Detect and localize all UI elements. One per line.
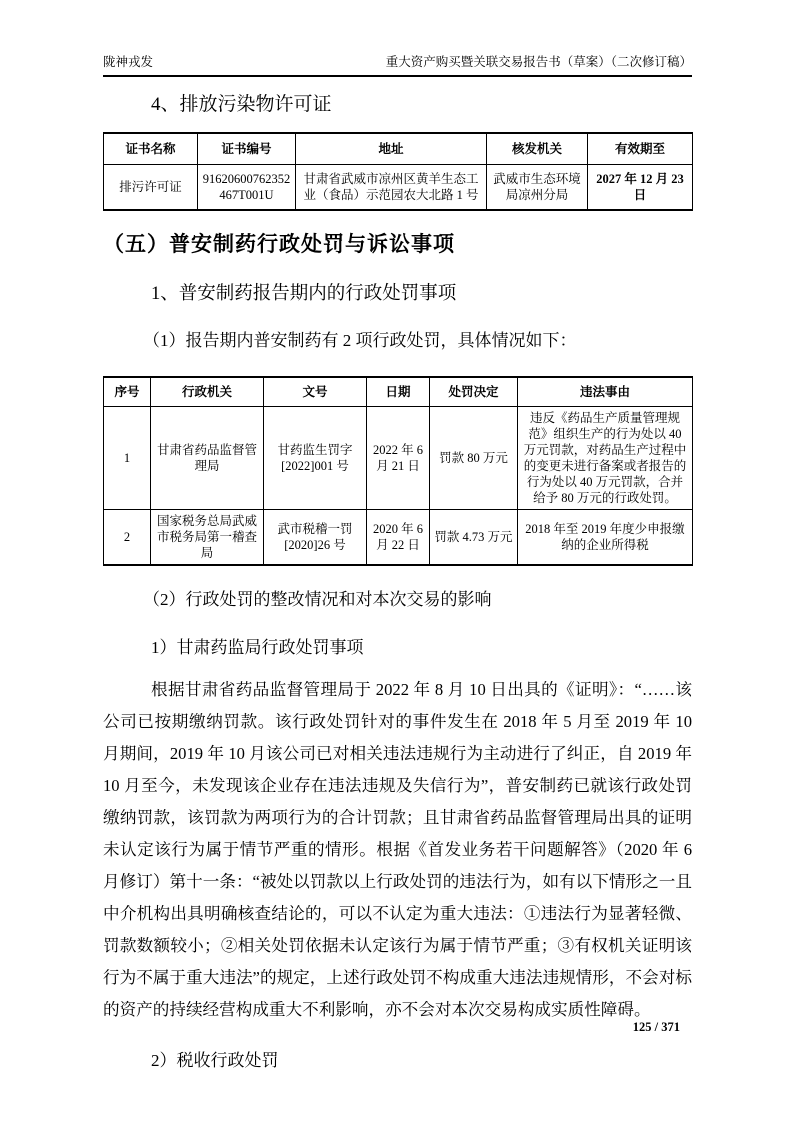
- permit-address-cell: 甘肃省武威市凉州区黄羊生态工业（食品）示范园农大北路 1 号: [296, 165, 487, 211]
- penalty-reason-cell: 违反《药品生产质量管理规范》组织生产的行为处以 40 万元罚款，对药品生产过程中的变更未进行备案或者报告的行为处以 40 万元罚款，合并给予 80 万元的行政处罚。: [518, 407, 693, 510]
- penalty-col-decision: 处罚决定: [430, 377, 518, 407]
- permit-col-issuer: 核发机关: [487, 133, 588, 165]
- penalty-agency-cell: 国家税务总局武威市税务局第一稽查局: [151, 510, 264, 566]
- permit-col-valid-until: 有效期至: [588, 133, 693, 165]
- header-doc-name: 陇神戎发: [103, 55, 154, 69]
- paragraph-penalty-intro: （1）报告期内普安制药有 2 项行政处罚，具体情况如下：: [143, 331, 577, 350]
- permit-col-address: 地址: [296, 133, 487, 165]
- permit-number-cell: 91620600762352467T001U: [198, 165, 296, 211]
- penalty-doc-no-cell: 武市税稽一罚[2020]26 号: [264, 510, 367, 566]
- subheading-drug-admin-penalty: 1）甘肃药监局行政处罚事项: [151, 638, 364, 657]
- permit-issuer-cell: 武威市生态环境局凉州分局: [487, 165, 588, 211]
- penalty-decision-cell: 罚款 4.73 万元: [430, 510, 518, 566]
- paragraph-penalty-analysis: 根据甘肃省药品监督管理局于 2022 年 8 月 10 日出具的《证明》：“……该公司已按期缴纳罚款。该行政处罚针对的事件发生在 2018 年 5 月至 2019 年 10 月期间，2019 年 10 月该公司已对相关违法违规行为主动进行了纠正，自 2019 年 10 月至今，未发现该企业存在违法违规及失信行为”，普安制药已就该行政处罚缴纳罚款，该罚款为两项行为的合计罚款；且甘肃省药品监督管理局出具的证明未认定该行为属于情节严重的情形。根据《首发业务若干问题解答》（2020 年 6 月修订）第十一条：“被处以罚款以上行政处罚的违法行为，如有以下情形之一且中介机构出具明确核查结论的，可以不认定为重大违法：①违法行为显著轻微、罚款数额较小；②相关处罚依据未认定该行为属于情节严重；③有权机关证明该行为不属于重大违法”的规定，上述行政处罚不构成重大违法违规情形，不会对标的资产的持续经营构成重大不利影响，亦不会对本次交易构成实质性障碍。: [103, 680, 692, 1019]
- section-heading-penalties: （五）普安制药行政处罚与诉讼事项: [103, 233, 455, 256]
- penalty-no-cell: 1: [104, 407, 151, 510]
- header-report-title: 重大资产购买暨关联交易报告书（草案）（二次修订稿）: [385, 55, 692, 69]
- penalty-col-reason: 违法事由: [518, 377, 693, 407]
- permit-col-name: 证书名称: [104, 133, 198, 165]
- table-row: [104, 407, 693, 510]
- subheading-penalties-in-period: 1、普安制药报告期内的行政处罚事项: [151, 284, 457, 304]
- penalty-reason-cell: 2018 年至 2019 年度少申报缴纳的企业所得税: [518, 510, 693, 566]
- penalty-decision-cell: 罚款 80 万元: [430, 407, 518, 510]
- penalty-table-header-row: [104, 377, 693, 407]
- page-number: 125 / 371: [632, 1020, 680, 1034]
- subheading-tax-penalty: 2）税收行政处罚: [151, 1051, 279, 1070]
- heading-emission-permit: 4、排放污染物许可证: [151, 94, 332, 115]
- permit-table: [103, 132, 693, 211]
- penalty-col-date: 日期: [367, 377, 430, 407]
- penalty-col-agency: 行政机关: [151, 377, 264, 407]
- penalty-table: [103, 376, 693, 566]
- penalty-no-cell: 2: [104, 510, 151, 566]
- permit-valid-until-cell: 2027 年 12 月 23 日: [588, 165, 693, 211]
- permit-name-cell: 排污许可证: [104, 165, 198, 211]
- penalty-doc-no-cell: 甘药监生罚字[2022]001 号: [264, 407, 367, 510]
- penalty-date-cell: 2020 年 6 月 22 日: [367, 510, 430, 566]
- table-row: [104, 165, 693, 211]
- paragraph-rectification: （2）行政处罚的整改情况和对本次交易的影响: [143, 590, 492, 609]
- page-header: [103, 54, 692, 77]
- penalty-agency-cell: 甘肃省药品监督管理局: [151, 407, 264, 510]
- penalty-col-no: 序号: [104, 377, 151, 407]
- penalty-col-doc-no: 文号: [264, 377, 367, 407]
- permit-col-number: 证书编号: [198, 133, 296, 165]
- penalty-date-cell: 2022 年 6 月 21 日: [367, 407, 430, 510]
- table-row: [104, 510, 693, 566]
- permit-table-header-row: [104, 133, 693, 165]
